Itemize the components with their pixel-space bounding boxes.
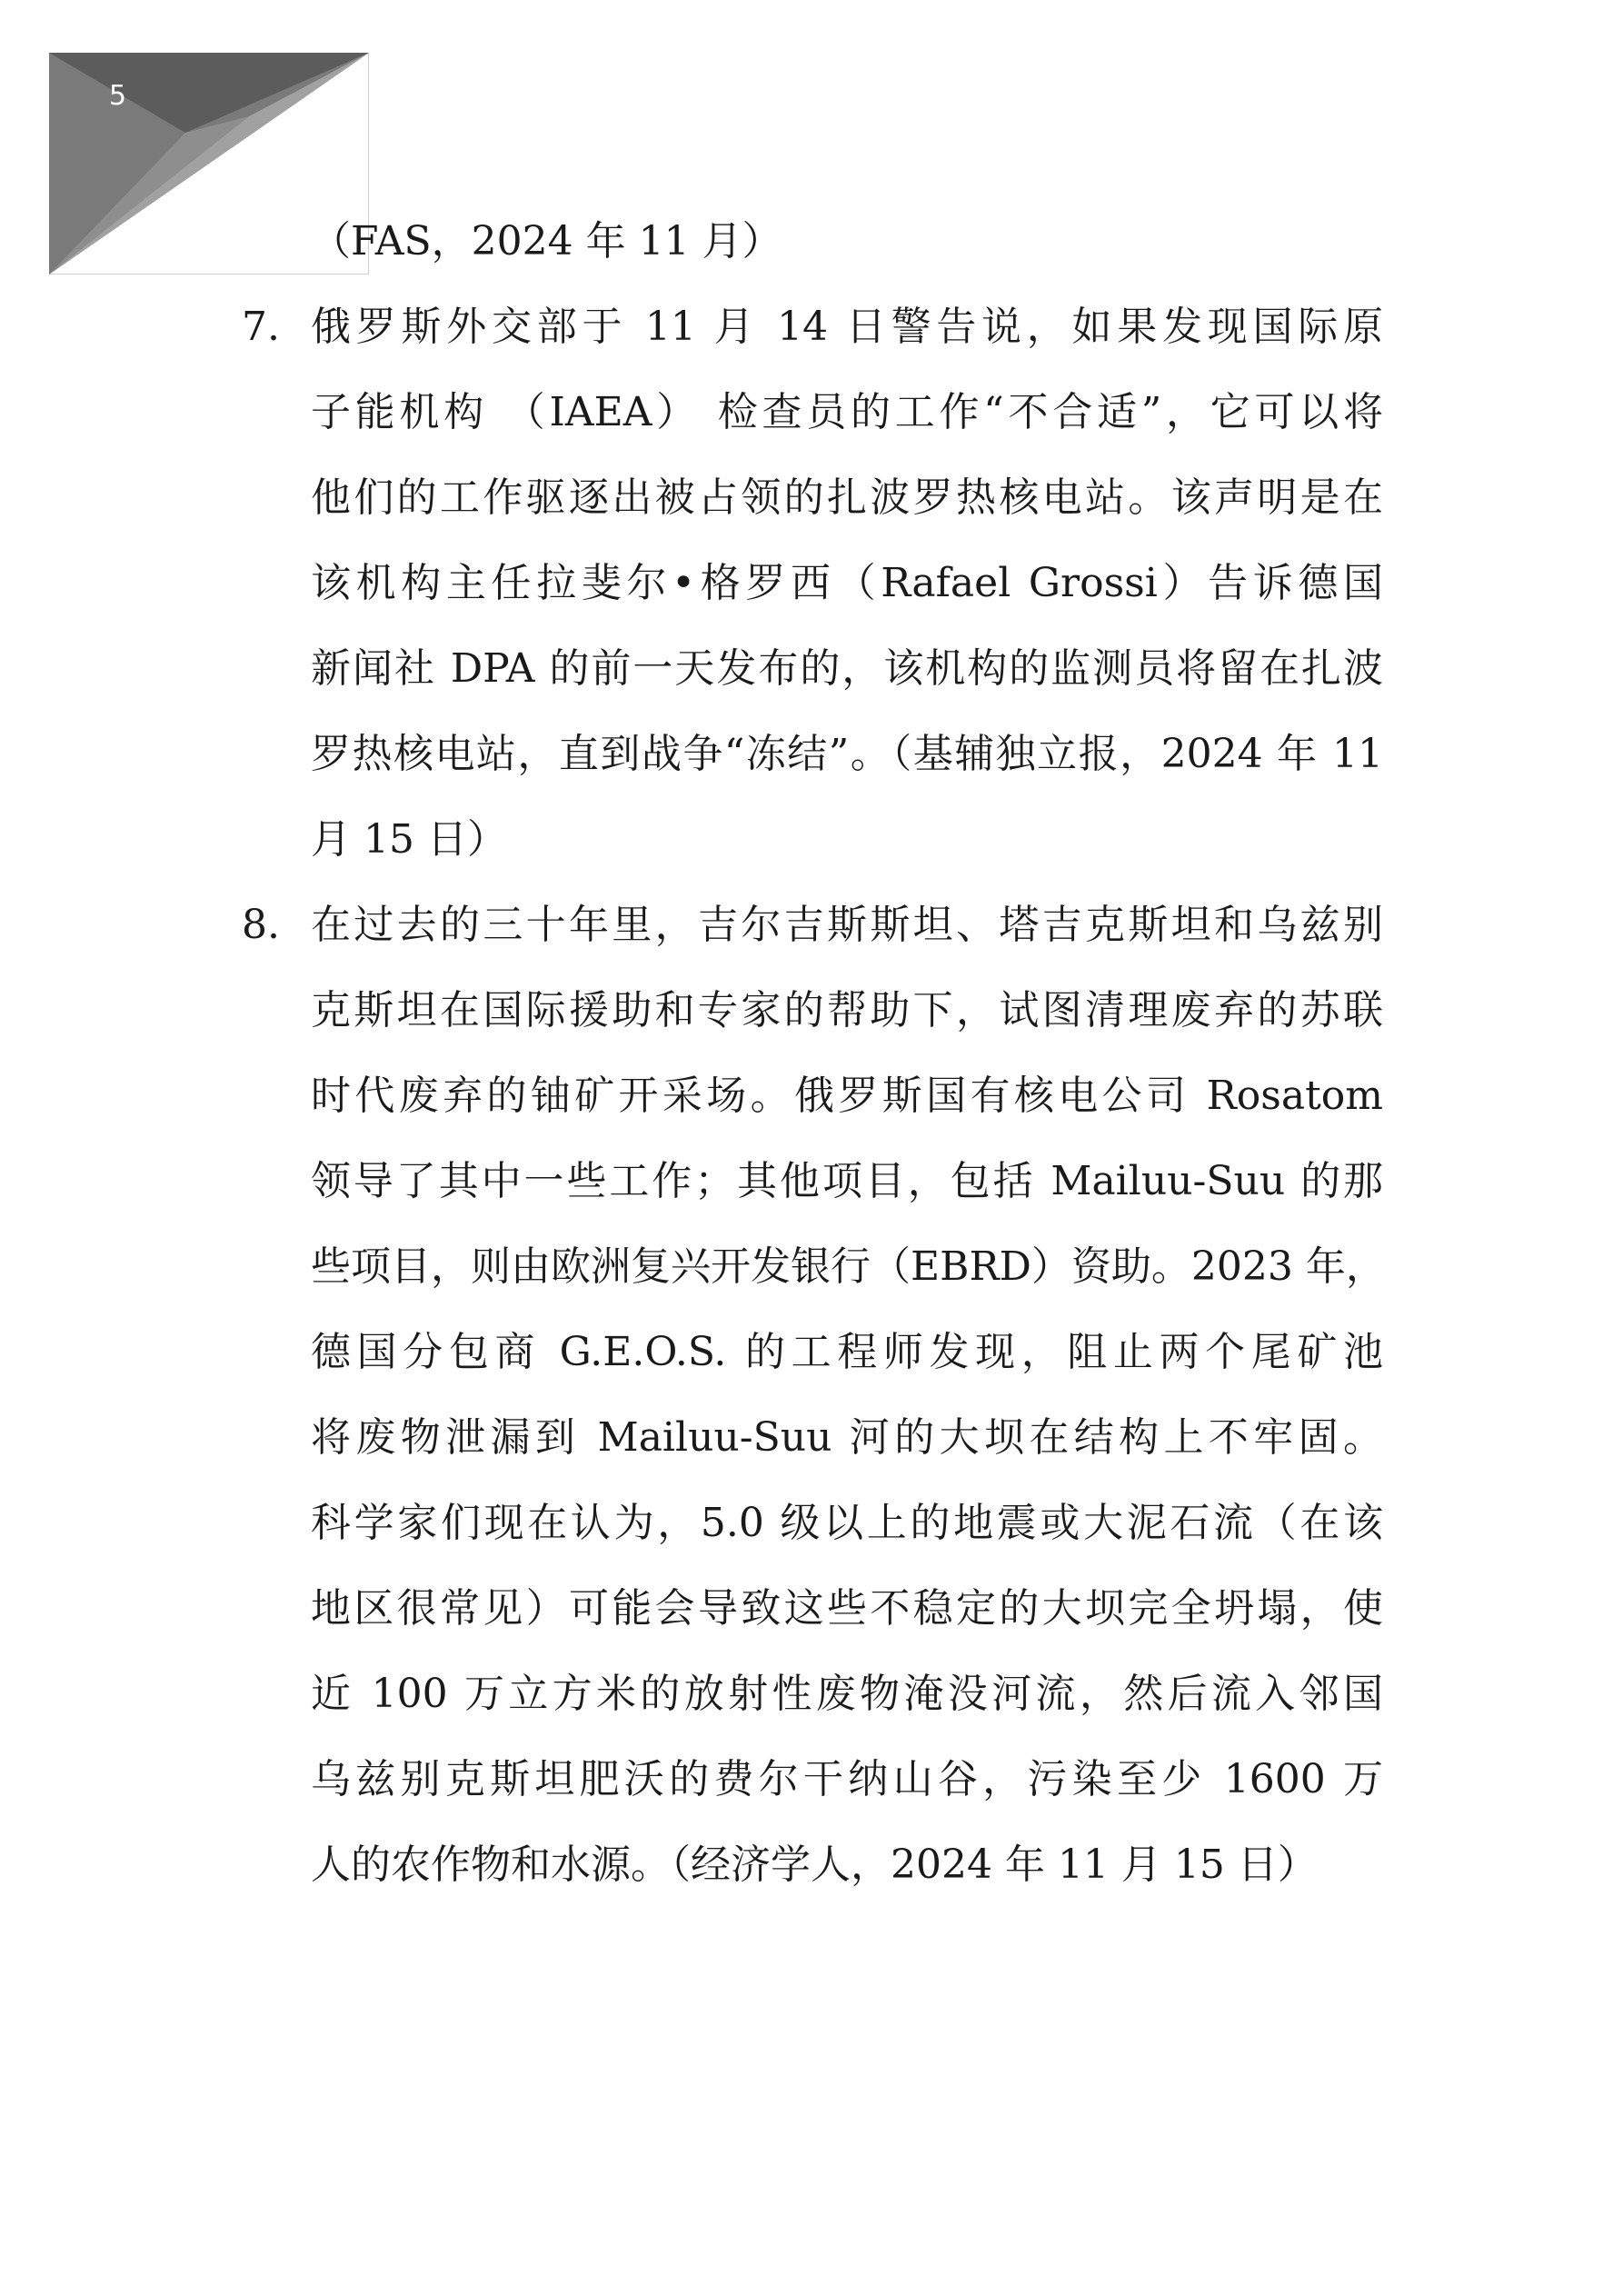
page-number: 5 (109, 80, 127, 112)
paragraph-line: 俄罗斯外交部于 11 月 14 日警告说，如果发现国际原 (311, 304, 1383, 350)
paragraph-line: 地区很常见）可能会导致这些不稳定的大坝完全坍塌，使 (311, 1585, 1383, 1632)
paragraph-line: 罗热核电站，直到战争“冻结”。（基辅独立报，2024 年 11 (311, 731, 1383, 777)
paragraph-line: 领导了其中一些工作；其他项目，包括 Mailuu-Suu 的那 (311, 1158, 1383, 1204)
paragraph-line: 他们的工作驱逐出被占领的扎波罗热核电站。该声明是在 (311, 474, 1383, 521)
paragraph-line: 人的农作物和水源。（经济学人，2024 年 11 月 15 日） (311, 1842, 1318, 1888)
item-number: 7. (242, 304, 280, 350)
paragraph-line: 该机构主任拉斐尔•格罗西（Rafael Grossi）告诉德国 (311, 560, 1383, 606)
paragraph-line: 乌兹别克斯坦肥沃的费尔干纳山谷，污染至少 1600 万 (311, 1756, 1383, 1802)
paragraph-line: 新闻社 DPA 的前一天发布的，该机构的监测员将留在扎波 (311, 645, 1383, 692)
continuation-line: （FAS，2024 年 11 月） (311, 218, 782, 265)
paragraph-line: 科学家们现在认为，5.0 级以上的地震或大泥石流（在该 (311, 1500, 1383, 1546)
paragraph-line: 德国分包商 G.E.O.S. 的工程师发现，阻止两个尾矿池 (311, 1329, 1383, 1375)
paragraph-line: 子能机构 （IAEA） 检查员的工作“不合适”，它可以将 (311, 389, 1383, 435)
paragraph-line: 时代废弃的铀矿开采场。俄罗斯国有核电公司 Rosatom (311, 1073, 1383, 1119)
paragraph-line: 克斯坦在国际援助和专家的帮助下，试图清理废弃的苏联 (311, 987, 1383, 1033)
paragraph-line: 些项目，则由欧洲复兴开发银行（EBRD）资助。2023 年， (311, 1243, 1386, 1290)
item-number: 8. (242, 902, 280, 948)
paragraph-line: 近 100 万立方米的放射性废物淹没河流，然后流入邻国 (311, 1671, 1383, 1717)
paragraph-line: 月 15 日） (311, 816, 507, 863)
paragraph-line: 将废物泄漏到 Mailuu-Suu 河的大坝在结构上不牢固。 (311, 1414, 1383, 1461)
paragraph-line: 在过去的三十年里，吉尔吉斯斯坦、塔吉克斯坦和乌兹别 (311, 902, 1383, 948)
